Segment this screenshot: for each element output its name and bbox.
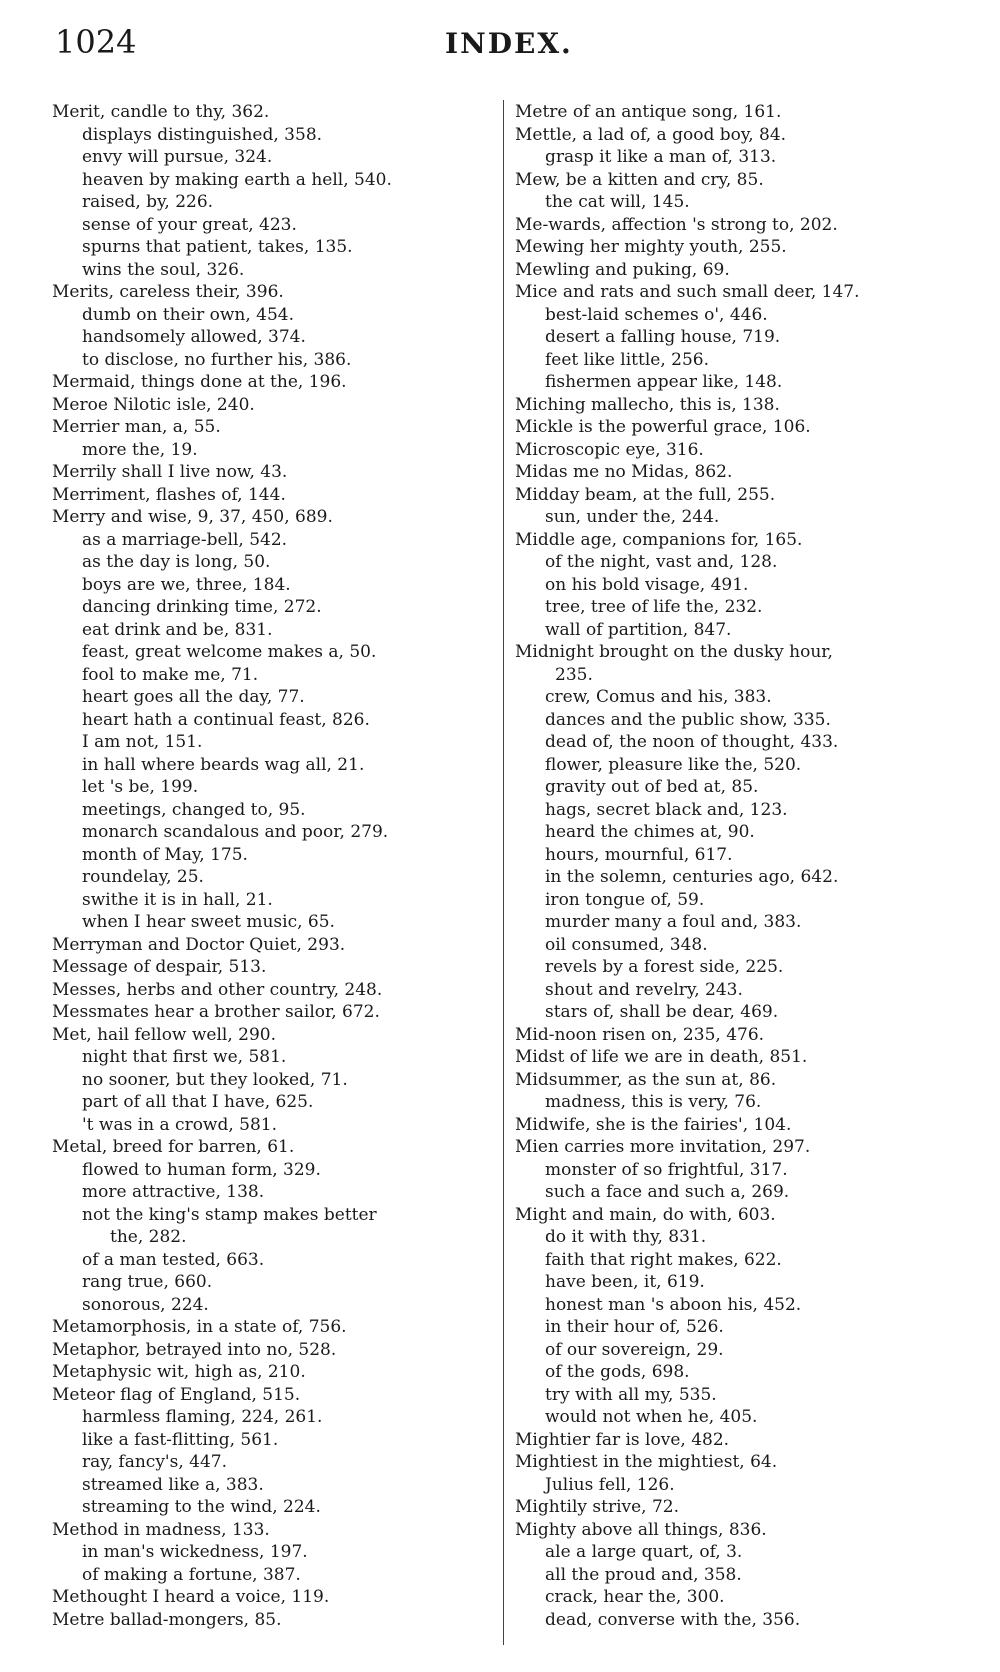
- index-entry: Metaphor, betrayed into no, 528.: [52, 1339, 337, 1360]
- index-entry: Method in madness, 133.: [52, 1519, 270, 1540]
- index-subentry: feast, great welcome makes a, 50.: [82, 642, 377, 662]
- index-entry: Midwife, she is the fairies', 104.: [515, 1114, 792, 1135]
- index-subentry: iron tongue of, 59.: [545, 889, 705, 910]
- index-subentry: do it with thy, 831.: [545, 1227, 707, 1247]
- index-subentry: 't was in a crowd, 581.: [82, 1114, 278, 1135]
- index-subentry: feet like little, 256.: [545, 349, 709, 370]
- index-subentry: spurns that patient, takes, 135.: [82, 237, 353, 257]
- index-subentry: like a fast-flitting, 561.: [82, 1429, 279, 1450]
- index-subentry: sun, under the, 244.: [545, 507, 720, 527]
- index-subentry: boys are we, three, 184.: [82, 574, 291, 595]
- index-subentry: faith that right makes, 622.: [545, 1249, 782, 1270]
- index-subentry: have been, it, 619.: [545, 1272, 705, 1292]
- index-entry: Methought I heard a voice, 119.: [52, 1587, 330, 1607]
- index-subentry: displays distinguished, 358.: [82, 124, 323, 145]
- index-entry: Metaphysic wit, high as, 210.: [52, 1362, 306, 1382]
- index-subentry: would not when he, 405.: [545, 1407, 758, 1427]
- index-subentry: wall of partition, 847.: [545, 619, 732, 640]
- index-subentry: ray, fancy's, 447.: [82, 1452, 227, 1472]
- index-subentry: rang true, 660.: [82, 1272, 213, 1292]
- index-subentry: the cat will, 145.: [545, 192, 690, 212]
- index-subentry: of the night, vast and, 128.: [545, 552, 778, 572]
- index-entry: Messes, herbs and other country, 248.: [52, 979, 383, 1000]
- index-subentry: honest man 's aboon his, 452.: [545, 1294, 802, 1315]
- index-subentry: heaven by making earth a hell, 540.: [82, 169, 392, 190]
- index-subentry: on his bold visage, 491.: [545, 574, 749, 595]
- index-subentry: in hall where beards wag all, 21.: [82, 754, 365, 775]
- page-number: 1024: [55, 23, 137, 61]
- index-subentry: no sooner, but they looked, 71.: [82, 1069, 348, 1090]
- index-subentry: sonorous, 224.: [82, 1294, 209, 1315]
- index-entry: Me-wards, affection 's strong to, 202.: [515, 214, 838, 235]
- index-entry: Merrier man, a, 55.: [52, 417, 221, 437]
- index-entry: Middle age, companions for, 165.: [515, 529, 803, 550]
- index-subentry: of a man tested, 663.: [82, 1249, 265, 1270]
- index-subentry: when I hear sweet music, 65.: [82, 912, 335, 932]
- index-subentry: madness, this is very, 76.: [545, 1092, 762, 1112]
- index-subentry: tree, tree of life the, 232.: [545, 597, 763, 617]
- index-subentry: envy will pursue, 324.: [82, 147, 273, 167]
- index-entry: Mightier far is love, 482.: [515, 1429, 730, 1450]
- index-entry: Merriment, flashes of, 144.: [52, 484, 286, 505]
- index-subentry: month of May, 175.: [82, 844, 248, 865]
- index-subentry: in their hour of, 526.: [545, 1317, 724, 1337]
- index-subentry: eat drink and be, 831.: [82, 619, 273, 640]
- index-subentry: Julius fell, 126.: [545, 1474, 675, 1495]
- index-subentry: heart goes all the day, 77.: [82, 687, 305, 707]
- index-entry: Mermaid, things done at the, 196.: [52, 372, 347, 392]
- index-entry: Metal, breed for barren, 61.: [52, 1137, 295, 1157]
- index-subentry: night that first we, 581.: [82, 1047, 287, 1067]
- index-subentry: desert a falling house, 719.: [545, 327, 781, 347]
- index-subentry: hours, mournful, 617.: [545, 844, 733, 865]
- index-entry: Mien carries more invitation, 297.: [515, 1137, 811, 1157]
- index-subentry: gravity out of bed at, 85.: [545, 777, 759, 797]
- index-subentry: monarch scandalous and poor, 279.: [82, 822, 389, 842]
- index-subentry: to disclose, no further his, 386.: [82, 349, 352, 370]
- index-subentry: of our sovereign, 29.: [545, 1339, 724, 1360]
- index-subentry: of making a fortune, 387.: [82, 1564, 301, 1585]
- index-column-left: [52, 101, 492, 1631]
- index-entry: Mice and rats and such small deer, 147.: [515, 282, 860, 302]
- index-subentry: more the, 19.: [82, 439, 198, 460]
- index-subentry: handsomely allowed, 374.: [82, 327, 306, 347]
- index-entry: Mickle is the powerful grace, 106.: [515, 417, 811, 437]
- index-subentry: ale a large quart, of, 3.: [545, 1542, 743, 1562]
- page-header: [55, 22, 955, 72]
- index-entry: Mighty above all things, 836.: [515, 1519, 767, 1540]
- index-subentry: revels by a forest side, 225.: [545, 957, 784, 977]
- index-subentry: flowed to human form, 329.: [82, 1159, 321, 1180]
- index-subentry: dances and the public show, 335.: [545, 709, 831, 730]
- index-subentry: swithe it is in hall, 21.: [82, 889, 273, 910]
- index-subentry: raised, by, 226.: [82, 192, 214, 212]
- index-entry: Merrily shall I live now, 43.: [52, 462, 288, 482]
- index-subentry: of the gods, 698.: [545, 1362, 690, 1382]
- index-entry: Microscopic eye, 316.: [515, 439, 704, 460]
- index-subentry: shout and revelry, 243.: [545, 979, 743, 1000]
- index-subentry: meetings, changed to, 95.: [82, 799, 306, 820]
- index-subentry: more attractive, 138.: [82, 1182, 265, 1202]
- index-subentry: crew, Comus and his, 383.: [545, 687, 772, 707]
- index-subentry: streamed like a, 383.: [82, 1474, 264, 1495]
- index-entry: Mightiest in the mightiest, 64.: [515, 1452, 778, 1472]
- column-divider: [503, 100, 504, 1645]
- index-subentry: stars of, shall be dear, 469.: [545, 1002, 779, 1022]
- index-entry: Merry and wise, 9, 37, 450, 689.: [52, 507, 333, 527]
- index-subentry: best-laid schemes o', 446.: [545, 304, 768, 325]
- index-subentry: heart hath a continual feast, 826.: [82, 709, 370, 730]
- index-subentry: all the proud and, 358.: [545, 1564, 742, 1585]
- index-subentry: murder many a foul and, 383.: [545, 912, 802, 932]
- index-subentry: the, 282.: [110, 1227, 187, 1247]
- index-subentry: try with all my, 535.: [545, 1384, 717, 1405]
- index-entry: Miching mallecho, this is, 138.: [515, 394, 780, 415]
- index-subentry: not the king's stamp makes better: [82, 1204, 377, 1225]
- index-subentry: grasp it like a man of, 313.: [545, 147, 777, 167]
- index-entry: Midnight brought on the dusky hour,: [515, 642, 833, 662]
- index-subentry: fishermen appear like, 148.: [545, 372, 783, 392]
- index-subentry: let 's be, 199.: [82, 777, 199, 797]
- index-column-right: [515, 101, 955, 1631]
- index-subentry: dancing drinking time, 272.: [82, 597, 322, 617]
- index-subentry: 235.: [555, 664, 593, 685]
- index-entry: Metamorphosis, in a state of, 756.: [52, 1317, 347, 1337]
- index-subentry: in man's wickedness, 197.: [82, 1542, 308, 1562]
- index-subentry: wins the soul, 326.: [82, 259, 245, 280]
- index-entry: Meteor flag of England, 515.: [52, 1384, 301, 1405]
- index-entry: Mewing her mighty youth, 255.: [515, 237, 787, 257]
- index-subentry: dumb on their own, 454.: [82, 304, 295, 325]
- index-entry: Mew, be a kitten and cry, 85.: [515, 169, 764, 190]
- index-subentry: streaming to the wind, 224.: [82, 1497, 321, 1517]
- index-entry: Midst of life we are in death, 851.: [515, 1047, 808, 1067]
- index-entry: Metre of an antique song, 161.: [515, 102, 782, 122]
- index-entry: Message of despair, 513.: [52, 957, 267, 977]
- index-subentry: I am not, 151.: [82, 732, 203, 752]
- index-entry: Midsummer, as the sun at, 86.: [515, 1069, 777, 1090]
- index-subentry: flower, pleasure like the, 520.: [545, 754, 802, 775]
- index-subentry: hags, secret black and, 123.: [545, 799, 788, 820]
- index-subentry: fool to make me, 71.: [82, 664, 259, 685]
- index-entry: Midday beam, at the full, 255.: [515, 484, 776, 505]
- index-entry: Messmates hear a brother sailor, 672.: [52, 1002, 380, 1022]
- index-subentry: roundelay, 25.: [82, 867, 204, 887]
- index-subentry: as a marriage-bell, 542.: [82, 529, 288, 550]
- index-subentry: dead, converse with the, 356.: [545, 1609, 801, 1630]
- index-entry: Merit, candle to thy, 362.: [52, 102, 270, 122]
- index-entry: Merryman and Doctor Quiet, 293.: [52, 934, 346, 955]
- index-entry: Mid-noon risen on, 235, 476.: [515, 1024, 765, 1045]
- index-subentry: oil consumed, 348.: [545, 934, 708, 955]
- index-entry: Met, hail fellow well, 290.: [52, 1024, 277, 1045]
- page-title: INDEX.: [445, 27, 573, 60]
- index-entry: Midas me no Midas, 862.: [515, 462, 733, 482]
- index-subentry: dead of, the noon of thought, 433.: [545, 732, 839, 752]
- index-subentry: part of all that I have, 625.: [82, 1092, 314, 1112]
- index-entry: Might and main, do with, 603.: [515, 1204, 776, 1225]
- index-subentry: in the solemn, centuries ago, 642.: [545, 867, 839, 887]
- index-subentry: sense of your great, 423.: [82, 214, 297, 235]
- index-entry: Mewling and puking, 69.: [515, 259, 730, 280]
- index-subentry: crack, hear the, 300.: [545, 1587, 725, 1607]
- index-subentry: heard the chimes at, 90.: [545, 822, 755, 842]
- index-subentry: as the day is long, 50.: [82, 552, 271, 572]
- index-entry: Merits, careless their, 396.: [52, 282, 284, 302]
- index-entry: Metre ballad-mongers, 85.: [52, 1609, 282, 1630]
- index-entry: Meroe Nilotic isle, 240.: [52, 394, 255, 415]
- index-entry: Mettle, a lad of, a good boy, 84.: [515, 124, 787, 145]
- index-subentry: monster of so frightful, 317.: [545, 1159, 788, 1180]
- index-subentry: harmless flaming, 224, 261.: [82, 1407, 323, 1427]
- index-entry: Mightily strive, 72.: [515, 1497, 680, 1517]
- index-subentry: such a face and such a, 269.: [545, 1182, 790, 1202]
